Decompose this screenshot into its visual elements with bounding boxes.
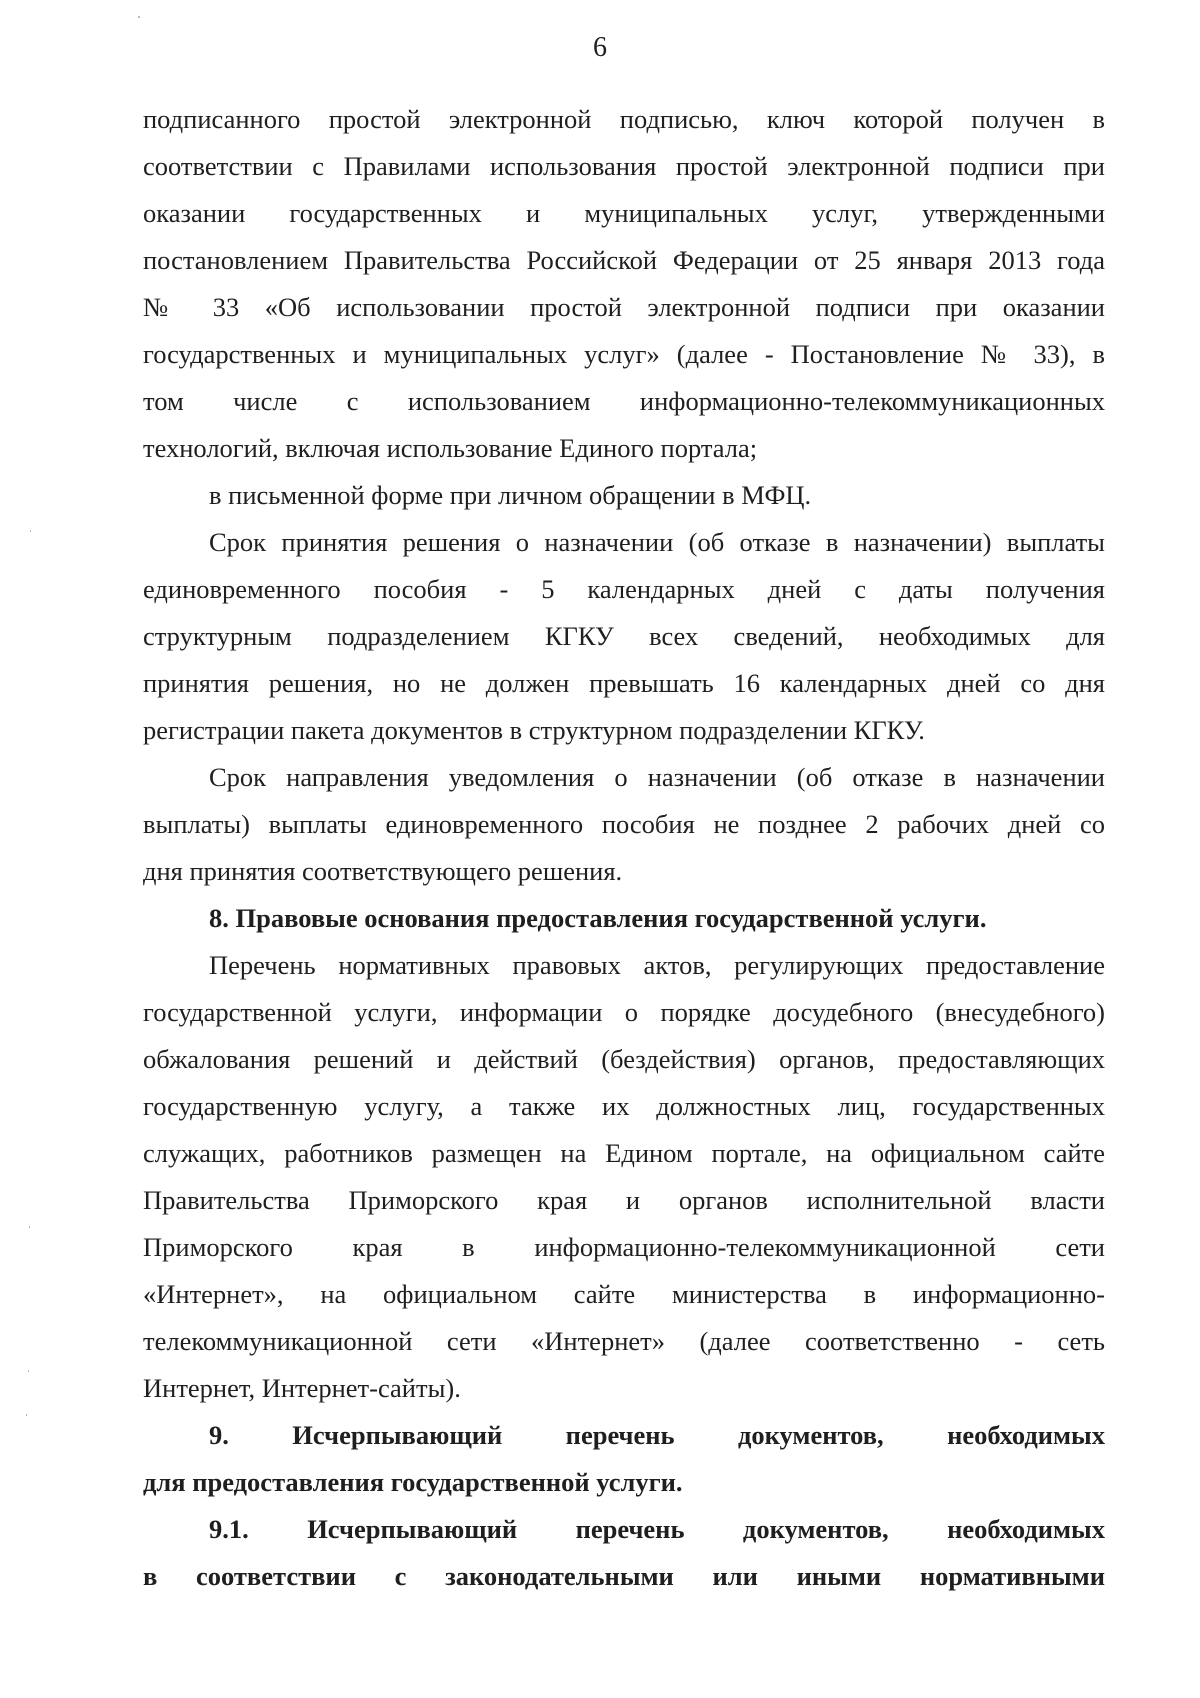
paragraph-written-form (143, 472, 1105, 519)
scan-speck (29, 1226, 30, 1228)
scan-speck (30, 530, 31, 532)
text-line: регистрации пакета документов в структурном подразделении КГКУ. (143, 715, 925, 745)
section-heading-9 (143, 1412, 1105, 1506)
text-line: № 33 «Об использовании простой электронной подписи при оказании (143, 292, 1105, 322)
text-line: «Интернет», на официальном сайте министерства в информационно- (143, 1279, 1105, 1309)
heading-line: 8. Правовые основания предоставления государственной услуги. (209, 903, 987, 933)
text-line: Правительства Приморского края и органов исполнительной власти (143, 1185, 1105, 1215)
text-line: постановлением Правительства Российской Федерации от 25 января 2013 года (143, 245, 1105, 275)
scan-speck (28, 1370, 29, 1372)
text-line: соответствии с Правилами использования простой электронной подписи при (143, 151, 1105, 181)
text-line: структурным подразделением КГКУ всех сведений, необходимых для (143, 621, 1105, 651)
text-line: телекоммуникационной сети «Интернет» (далее соответственно - сеть (143, 1326, 1105, 1356)
text-line: служащих, работников размещен на Едином портале, на официальном сайте (143, 1138, 1105, 1168)
section-heading-8 (143, 895, 1105, 942)
text-line: Интернет, Интернет-сайты). (143, 1373, 461, 1403)
text-line: Перечень нормативных правовых актов, регулирующих предоставление (209, 950, 1105, 980)
heading-line: для предоставления государственной услуги. (143, 1467, 683, 1497)
text-line: выплаты) выплаты единовременного пособия не позднее 2 рабочих дней со (143, 809, 1105, 839)
text-line: государственных и муниципальных услуг» (далее - Постановление № 33), в (143, 339, 1105, 369)
paragraph-signature-terms (143, 96, 1105, 472)
text-line: подписанного простой электронной подписью, ключ которой получен в (143, 104, 1105, 134)
text-line: технологий, включая использование Единого портала; (143, 433, 758, 463)
text-line: Срок принятия решения о назначении (об отказе в назначении) выплаты (209, 527, 1105, 557)
paragraph-notification-deadline (143, 754, 1105, 895)
heading-line: 9.1. Исчерпывающий перечень документов, необходимых (209, 1514, 1105, 1544)
text-line: Приморского края в информационно-телекоммуникационной сети (143, 1232, 1105, 1262)
text-line: дня принятия соответствующего решения. (143, 856, 623, 886)
text-line: оказании государственных и муниципальных услуг, утвержденными (143, 198, 1105, 228)
paragraph-decision-deadline (143, 519, 1105, 754)
scan-speck (138, 16, 140, 18)
document-body (143, 96, 1105, 1600)
heading-line: в соответствии с законодательными или иными нормативными (143, 1561, 1105, 1591)
text-line: государственной услуги, информации о порядке досудебного (внесудебного) (143, 997, 1105, 1027)
text-line: обжалования решений и действий (бездействия) органов, предоставляющих (143, 1044, 1105, 1074)
text-line: Срок направления уведомления о назначении (об отказе в назначении (209, 762, 1105, 792)
page-number: 6 (593, 32, 607, 63)
text-line: государственную услугу, а также их должностных лиц, государственных (143, 1091, 1105, 1121)
heading-line: 9. Исчерпывающий перечень документов, необходимых (209, 1420, 1105, 1450)
scan-speck (26, 1414, 27, 1416)
text-line: в письменной форме при личном обращении в МФЦ. (209, 480, 812, 510)
text-line: принятия решения, но не должен превышать 16 календарных дней со дня (143, 668, 1105, 698)
text-line: том числе с использованием информационно-телекоммуникационных (143, 386, 1105, 416)
paragraph-legal-acts (143, 942, 1105, 1412)
section-heading-9-1 (143, 1506, 1105, 1600)
text-line: единовременного пособия - 5 календарных дней с даты получения (143, 574, 1105, 604)
